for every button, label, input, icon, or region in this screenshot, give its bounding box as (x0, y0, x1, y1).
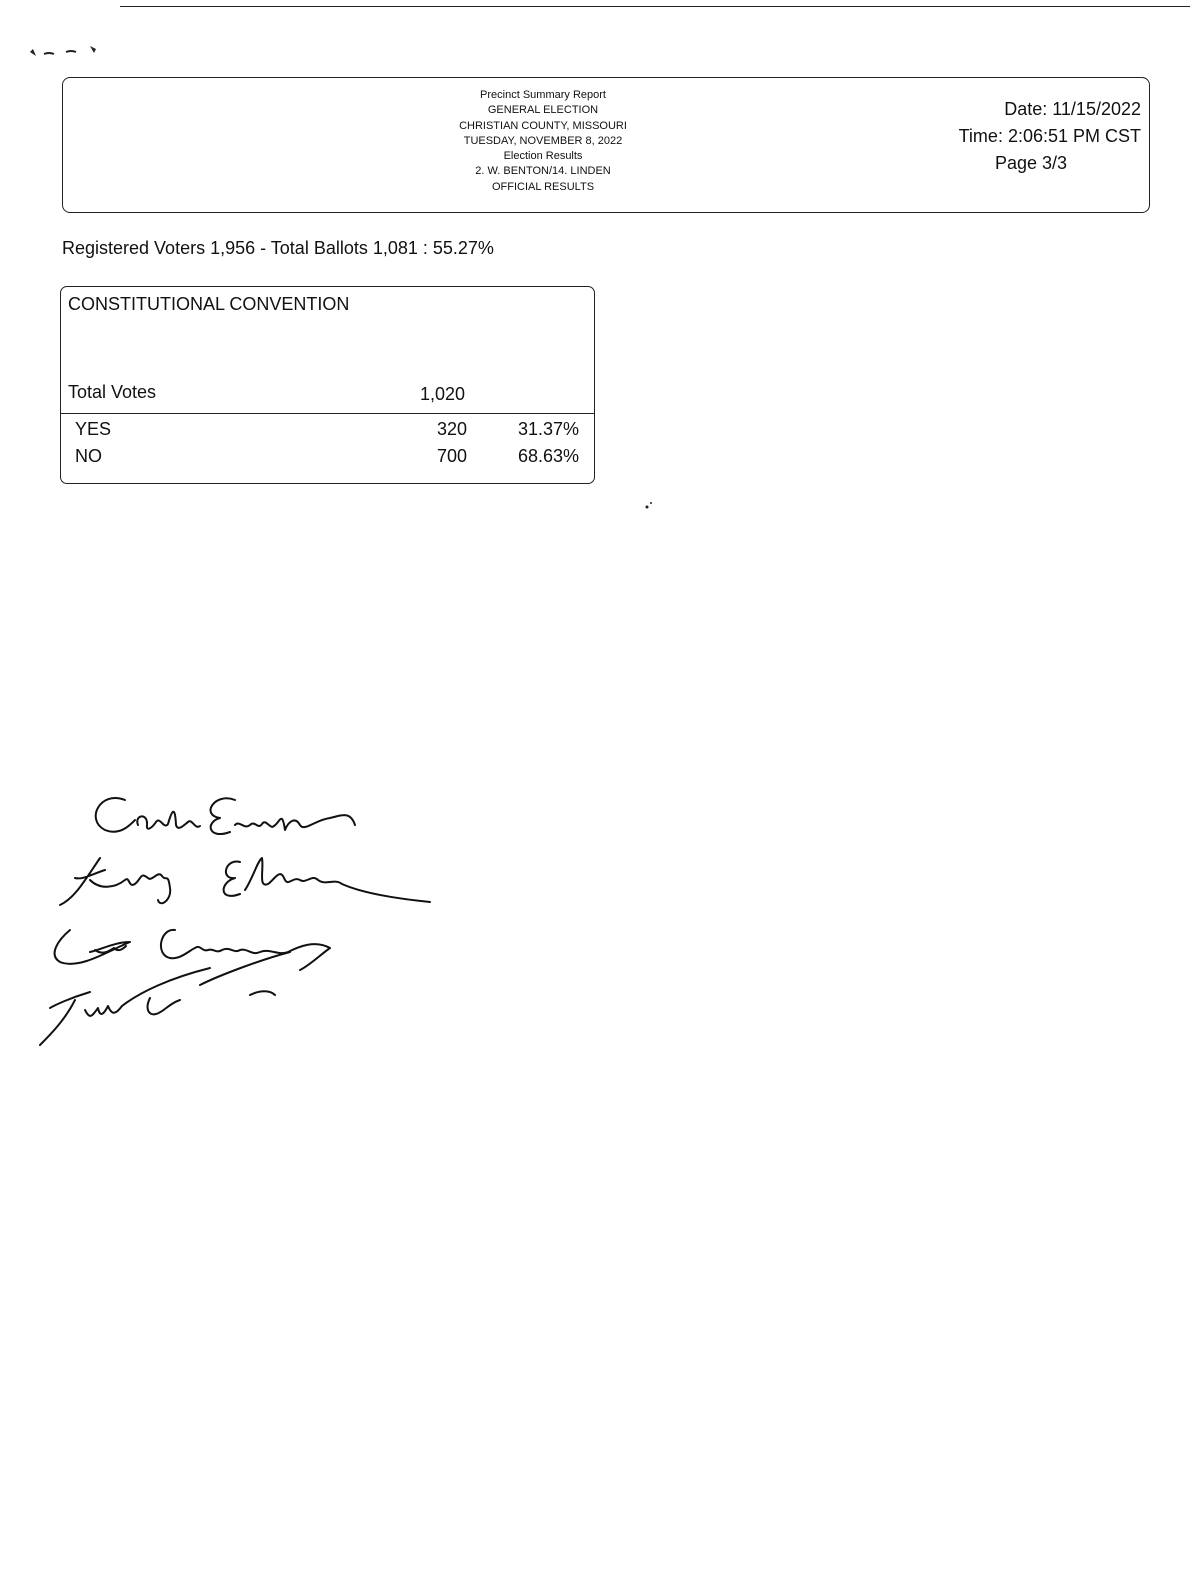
contest-box (60, 286, 595, 484)
choice-row-yes (61, 419, 594, 445)
contest-divider (61, 413, 594, 414)
jurisdiction: CHRISTIAN COUNTY, MISSOURI (459, 119, 627, 132)
choice-percent: 68.63% (517, 446, 579, 466)
total-votes-value: 1,020 (419, 384, 465, 404)
choice-name: NO (75, 446, 102, 466)
choice-percent: 31.37% (517, 419, 579, 439)
report-header-center (393, 88, 693, 195)
scan-edge-line (120, 6, 1190, 7)
signature-3 (55, 930, 330, 970)
results-label: Election Results (503, 150, 583, 163)
choice-name: YES (75, 419, 112, 439)
signature-1 (96, 798, 355, 834)
turnout-summary: Registered Voters 1,956 - Total Ballots 1,081 : 55.27% (62, 238, 494, 258)
precinct-name: 2. W. BENTON/14. LINDEN (475, 165, 611, 178)
total-votes-label: Total Votes (68, 382, 157, 402)
choice-row-no (61, 446, 594, 472)
handwritten-signatures (30, 780, 450, 1055)
report-meta (921, 96, 1141, 177)
choice-votes: 320 (436, 419, 467, 439)
report-title: Precinct Summary Report (480, 89, 606, 101)
signature-4 (40, 952, 290, 1045)
contest-title: CONSTITUTIONAL CONVENTION (68, 294, 350, 314)
page-number: Page 3/3 (994, 153, 1068, 173)
scan-speck (644, 500, 654, 510)
election-name: GENERAL ELECTION (487, 104, 599, 117)
signature-2 (60, 858, 430, 905)
report-time: Time: 2:06:51 PM CST (958, 126, 1141, 146)
choice-votes: 700 (436, 446, 467, 466)
scan-artifact-marks (26, 42, 116, 62)
results-status: OFFICIAL RESULTS (491, 180, 595, 193)
election-date: TUESDAY, NOVEMBER 8, 2022 (463, 134, 623, 147)
report-date: Date: 11/15/2022 (1004, 99, 1141, 119)
report-header-box (62, 77, 1150, 213)
